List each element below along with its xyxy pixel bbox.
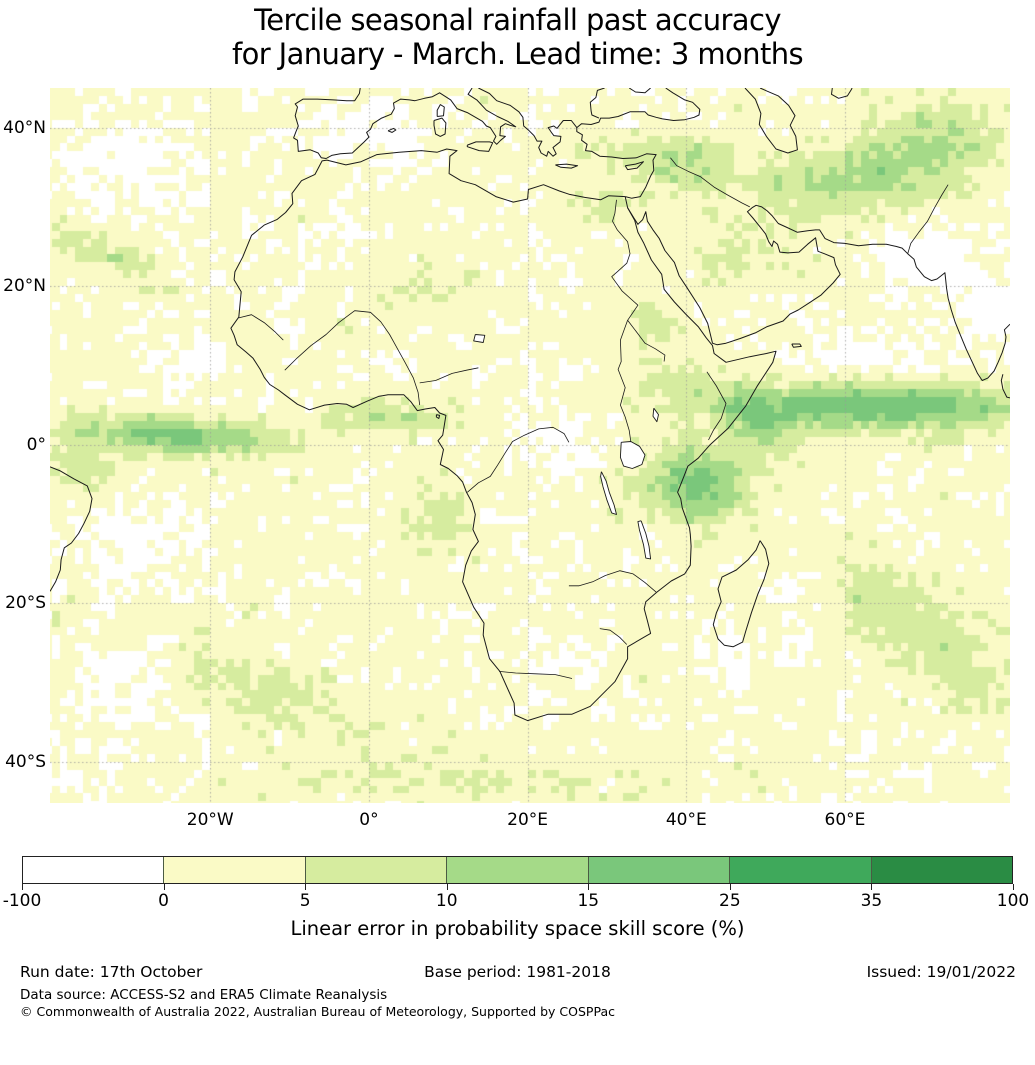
colorbar-segment-2 [305,857,446,883]
coastline-12 [628,205,1010,380]
colorbar-tick-label-2: 5 [299,891,311,911]
colorbar-segment-4 [588,857,729,883]
river-3 [420,368,479,383]
river-5 [569,571,656,592]
colorbar-label: Linear error in probability space skill score (%) [290,917,745,940]
coastline-3 [629,88,650,93]
y-tick-label-0: 40°N [3,117,46,138]
coastline-6 [467,142,492,152]
colorbar-segment-3 [446,857,587,883]
river-6 [600,629,627,645]
colorbar-tick-0 [22,884,23,890]
x-tick-label-1: 0° [359,810,379,830]
colorbar-tick-5 [730,884,731,890]
river-0 [612,200,638,442]
colorbar-tick-label-5: 25 [719,891,741,911]
y-tick-label-1: 20°N [3,276,46,297]
colorbar-tick-label-7: 100 [996,891,1030,911]
chart-title-line2: for January - March. Lead time: 3 months [231,37,804,71]
lake-1 [601,472,617,515]
river-10 [670,158,749,207]
x-tick-label-2: 20°E [507,810,549,830]
colorbar-tick-1 [164,884,165,890]
data-source-text: Data source: ACCESS-S2 and ERA5 Climate Reanalysis [20,987,388,1003]
river-7 [707,372,726,440]
coastline-16 [792,344,802,347]
lake-4 [474,335,485,343]
colorbar-tick-6 [871,884,872,890]
river-9 [499,671,572,678]
coastline-1 [577,88,700,198]
coastline-9 [388,128,396,132]
coastline-10 [555,164,577,168]
river-4 [467,427,569,492]
colorbar-tick-label-1: 0 [158,891,169,911]
y-tick-label-2: 0° [26,434,46,455]
colorbar-tick-label-3: 10 [435,891,458,911]
issued-date-text: Issued: 19/01/2022 [866,963,1016,981]
colorbar-tick-label-6: 35 [860,891,883,911]
coastline-19 [713,541,769,647]
river-8 [239,315,283,340]
colorbar-segment-1 [163,857,304,883]
river-1 [628,320,665,361]
lake-0 [620,442,645,469]
coastline-18 [50,467,92,592]
x-tick-label-4: 60°E [824,810,866,830]
colorbar-tick-2 [305,884,306,890]
colorbar-tick-label-4: 15 [577,891,600,911]
coastline-11 [625,162,643,170]
y-tick-label-4: 40°S [5,751,46,772]
x-tick-label-0: 20°W [186,810,234,830]
coastline-4 [478,88,576,156]
colorbar-segment-6 [871,857,1012,883]
run-date-text: Run date: 17th October [20,963,203,981]
lake-2 [638,521,651,559]
y-tick-label-3: 20°S [5,593,46,614]
copyright-text: © Commonwealth of Australia 2022, Australian Bureau of Meteorology, Supported by COSPPac [20,1004,615,1019]
coastline-17 [436,415,439,419]
lake-3 [653,408,659,422]
coastline-5 [294,88,516,159]
coastline-15 [832,88,853,98]
river-11 [908,185,948,254]
coastline-2 [590,88,604,118]
colorbar-tick-4 [588,884,589,890]
colorbar-tick-7 [1013,884,1014,890]
x-tick-label-3: 40°E [665,810,707,830]
coastline-13 [1001,374,1010,398]
river-2 [285,311,420,405]
coastlines-overlay [50,88,1010,803]
base-period-text: Base period: 1981-2018 [424,963,611,981]
colorbar-segment-0 [23,857,163,883]
coastline-14 [745,88,797,153]
colorbar-tick-3 [447,884,448,890]
chart-title-line1: Tercile seasonal rainfall past accuracy [254,3,781,37]
coastline-0 [231,149,776,721]
map-plot-area [50,88,1010,803]
colorbar-tick-label-0: -100 [2,891,42,911]
coastline-8 [437,105,444,117]
colorbar [22,856,1013,884]
colorbar-segment-5 [729,857,870,883]
coastline-7 [434,118,446,136]
